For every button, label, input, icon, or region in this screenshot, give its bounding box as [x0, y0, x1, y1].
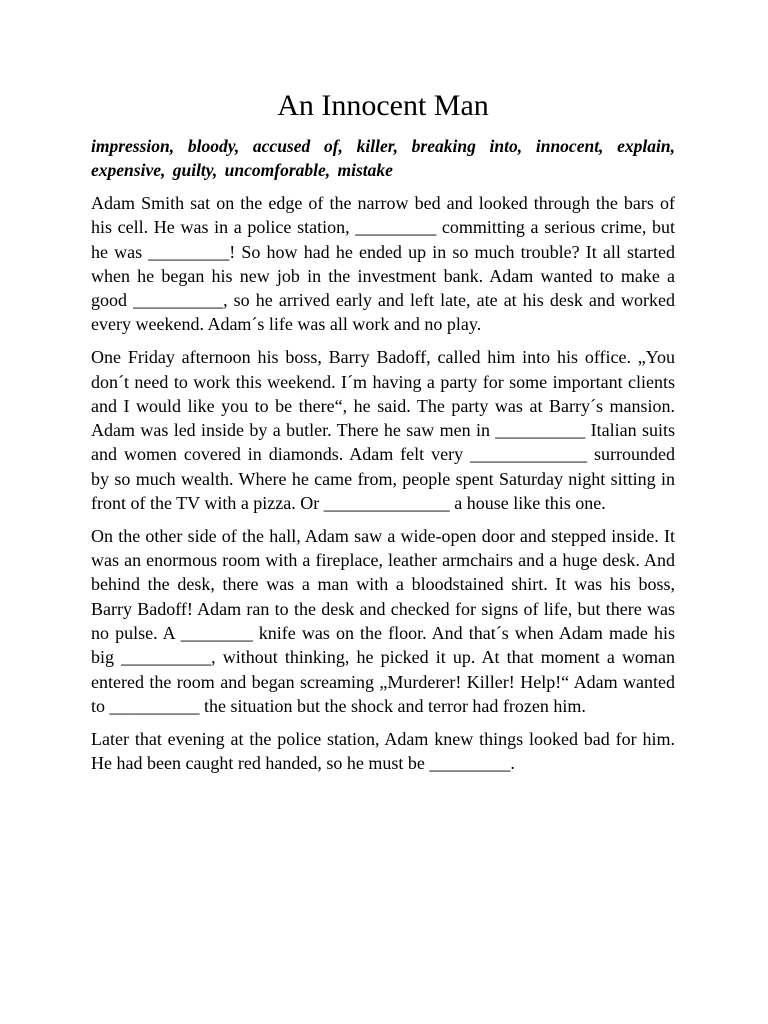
paragraph-1: Adam Smith sat on the edge of the narrow bed and looked through the bars of his cell. He was in a police station, _________ committing a serious crime, but he was _________! So how had he ended up in so much trouble? It all started when he began his new job in the investment bank. Adam wanted to make a good __________, so he arrived early and left late, ate at his desk and worked every weekend. Adam´s life was all work and no play.: [91, 193, 675, 335]
paragraph-2: One Friday afternoon his boss, Barry Badoff, called him into his office. „You don´t need to work this weekend. I´m having a party for some important clients and I would like you to be there“, he said. The party was at Barry´s mansion. Adam was led inside by a butler. There he saw men in __________ Italian suits and women covered in diamonds. Adam felt very _____________ surrounded by so much wealth. Where he came from, people spent Saturday night sitting in front of the TV with a pizza. Or ______________ a house like this one.: [91, 347, 675, 514]
worksheet-title: An Innocent Man: [277, 89, 489, 122]
word-bank: impression, bloody, accused of, killer, breaking into, innocent, explain, expensive, guilty, uncomforable, mistake: [91, 136, 675, 180]
paragraph-4: Later that evening at the police station, Adam knew things looked bad for him. He had been caught red handed, so he must be _________.: [91, 728, 675, 774]
worksheet-page: [91, 86, 675, 784]
paragraph-3: On the other side of the hall, Adam saw a wide-open door and stepped inside. It was an enormous room with a fireplace, leather armchairs and a huge desk. And behind the desk, there was a man with a bloodstained shirt. It was his boss, Barry Badoff! Adam ran to the desk and checked for signs of life, but there was no pulse. A ________ knife was on the floor. And that´s when Adam made his big __________, without thinking, he picked it up. At that moment a woman entered the room and began screaming „Murderer! Killer! Help!“ Adam wanted to __________ the situation but the shock and terror had frozen him.: [91, 525, 675, 716]
